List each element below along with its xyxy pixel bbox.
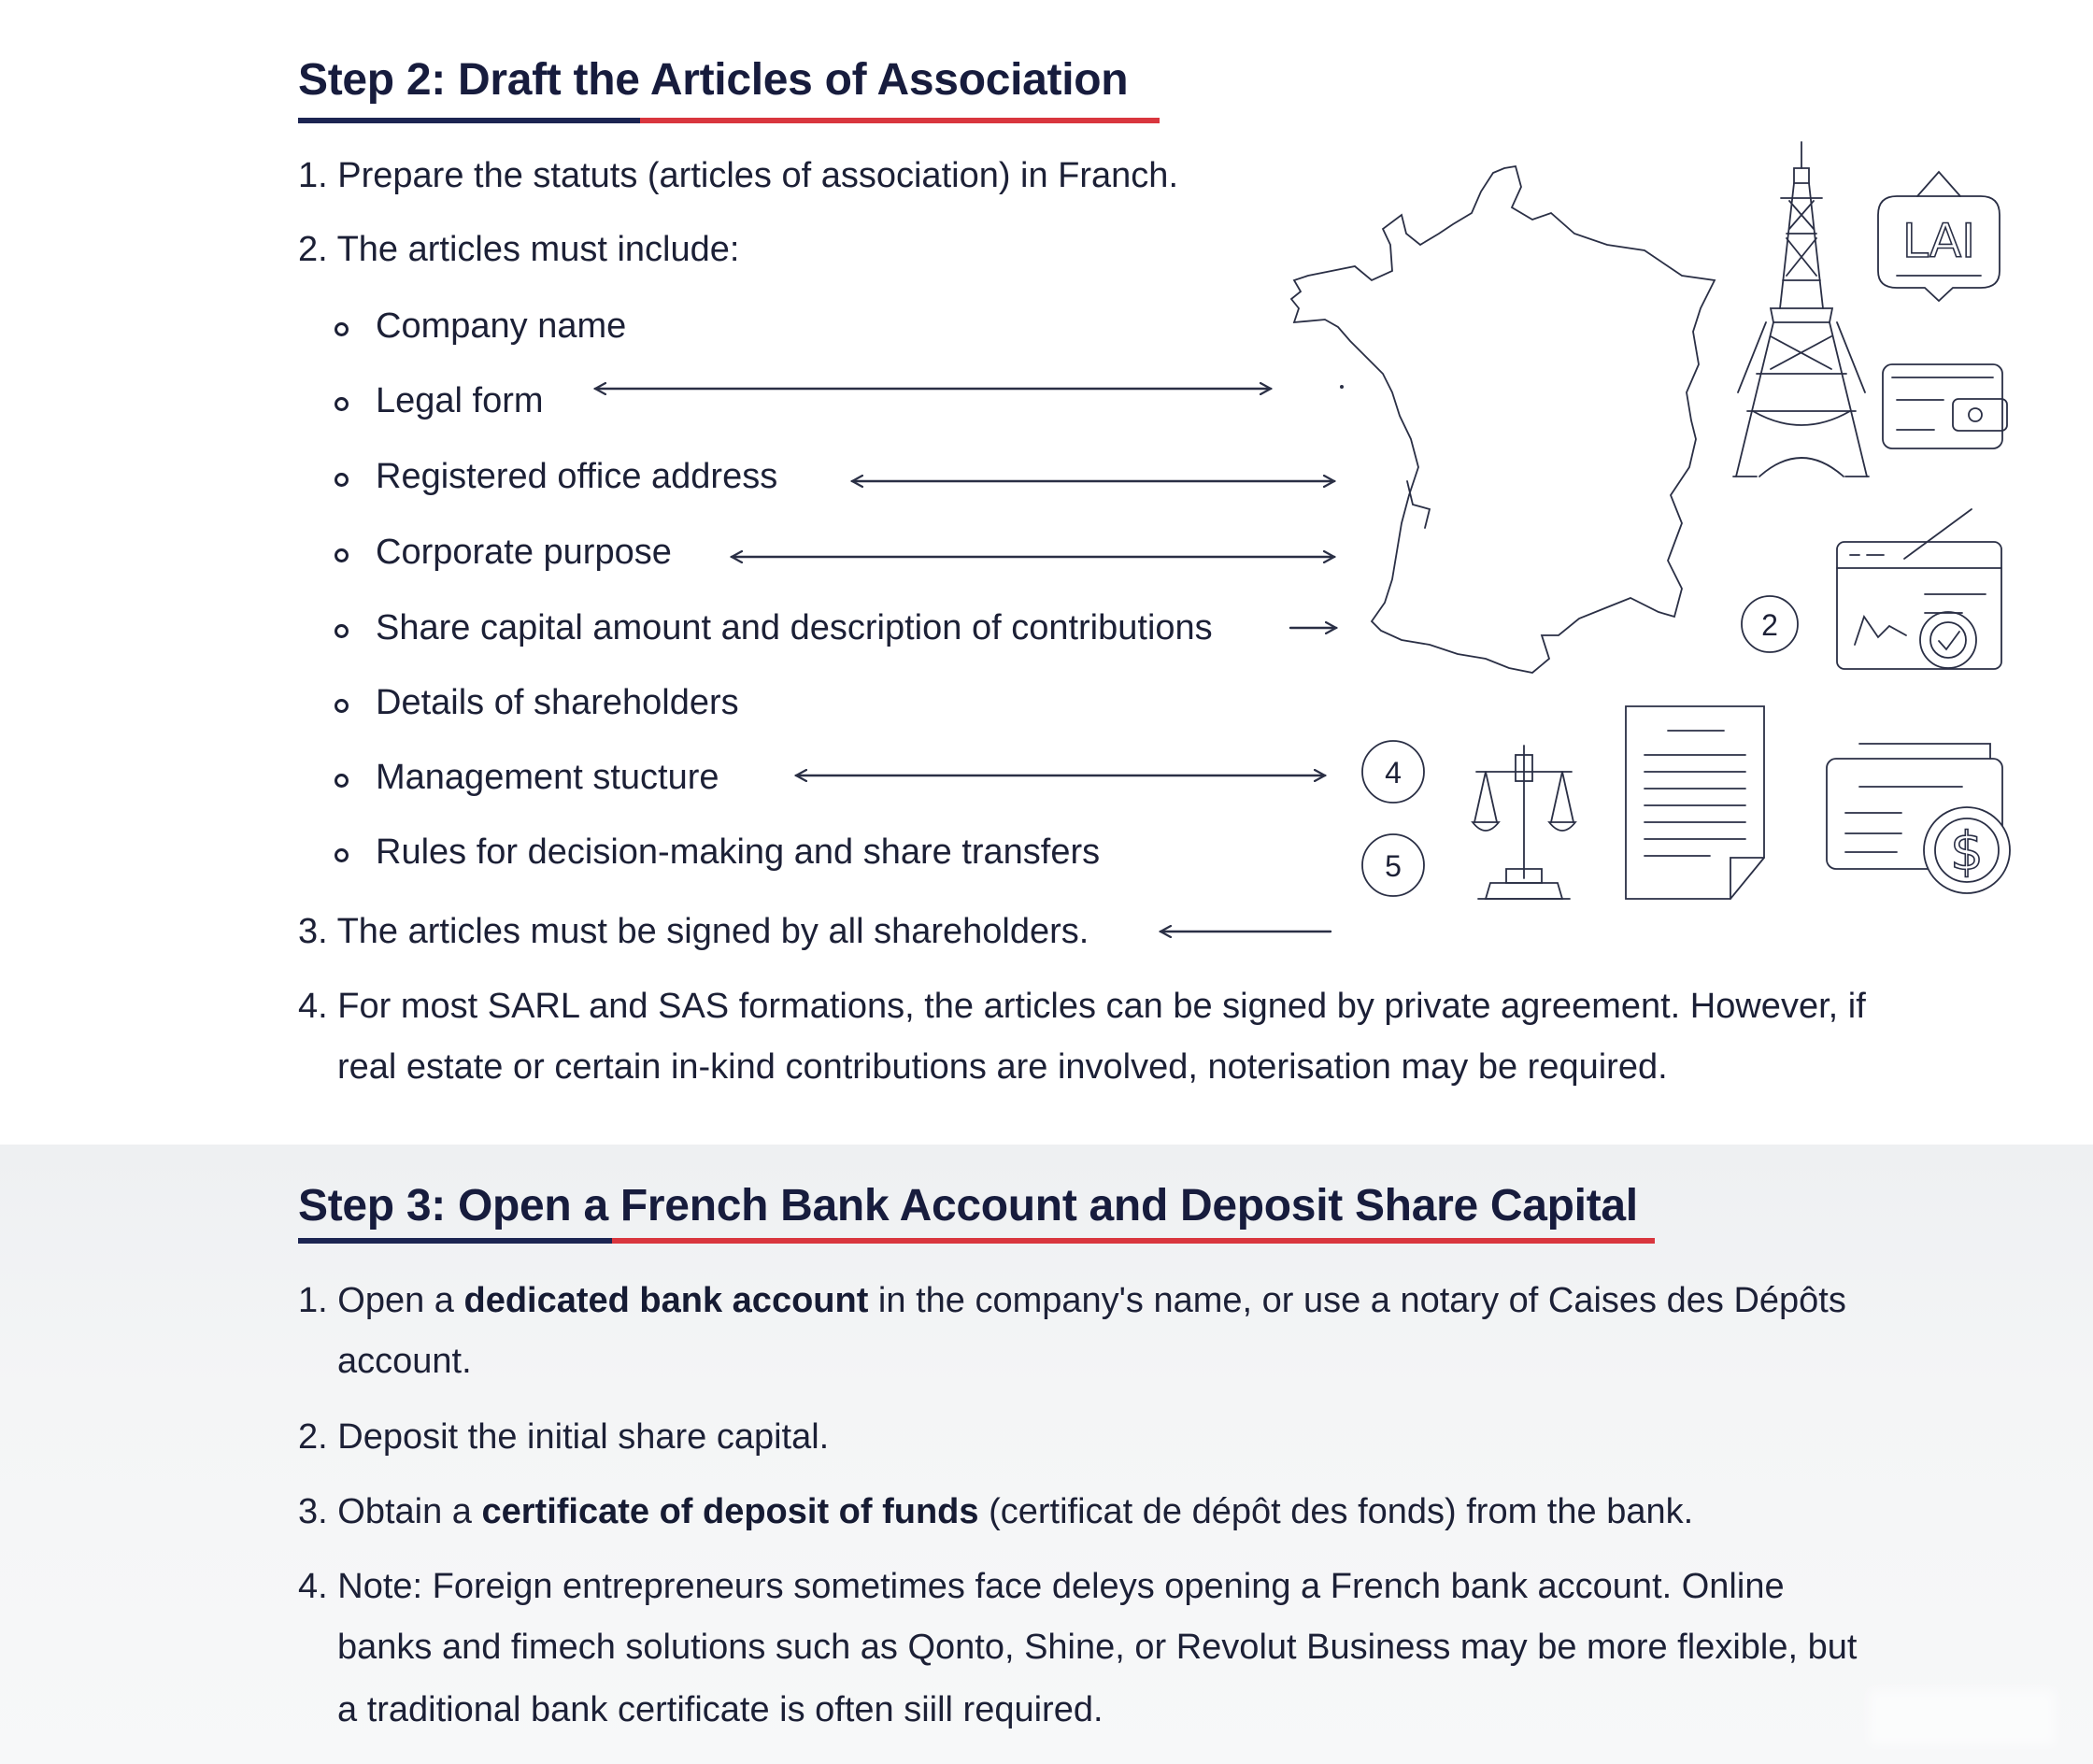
bullet-item: Rules for decision-making and share transfers [376,832,1101,872]
france-map-icon [1291,166,1715,673]
bullet-item: Company name [376,306,627,346]
bullet-item: Management stucture [376,758,719,797]
badge-2 [1742,596,1798,652]
step2-item-2: 2. The articles must include: [298,230,740,269]
svg-text:4: 4 [1385,756,1402,790]
bullet-item: Details of shareholders [376,683,739,722]
svg-text:2: 2 [1761,608,1778,642]
step2-item-1: 1. Prepare the statuts (articles of association) in Franch. [298,156,1179,195]
badge-5 [1362,834,1424,896]
step2-heading: Step 2: Draft the Articles of Association [298,55,1129,105]
svg-text:5: 5 [1385,849,1402,883]
bullet-item: Registered office address [376,457,778,496]
bullet-item: Legal form [376,381,544,420]
step3-section [0,1145,2093,1764]
step3-item-4: 4. Note: Foreign entrepreneurs sometimes face deleys opening a French bank account. Online [298,1567,1785,1606]
eiffel-tower-icon [1733,142,1869,477]
badge-4 [1362,741,1424,803]
browser-check-icon [1837,509,2001,669]
step3-item-4-continued-2: a traditional bank certificate is often siill required. [337,1690,1103,1729]
step3-item-1-continued: account. [337,1342,472,1381]
bullet-item: Share capital amount and description of contributions [376,608,1213,647]
step3-item-3: 3. Obtain a certificate of deposit of funds (certificat de dépôt des fonds) from the bank. [298,1492,1694,1531]
svg-text:LAI: LAI [1902,214,1975,268]
step3-item-2: 2. Deposit the initial share capital. [298,1417,830,1457]
step2-item-4-continued: real estate or certain in-kind contributions are involved, noterisation may be required. [337,1047,1668,1087]
svg-text:$: $ [1950,821,1984,882]
step3-heading: Step 3: Open a French Bank Account and Deposit Share Capital [298,1181,1638,1231]
speech-bubble-icon [1878,172,2000,301]
step2-item-4: 4. For most SARL and SAS formations, the articles can be signed by private agreement. However, if [298,987,1866,1026]
watermark-blur [1869,1689,2056,1745]
step2-item-3: 3. The articles must be signed by all shareholders. [298,912,1089,951]
payment-card-dollar-icon [1827,744,2010,893]
step3-heading-underline [298,1238,1655,1244]
document-icon [1626,706,1764,899]
step3-item-1: 1. Open a dedicated bank account in the company's name, or use a notary of Caises des Dépôts [298,1281,1846,1320]
wallet-icon [1883,364,2007,448]
bullet-item: Corporate purpose [376,533,672,572]
scales-of-justice-icon [1473,746,1575,899]
step3-item-4-continued-1: banks and fimech solutions such as Qonto, Shine, or Revolut Business may be more flexible, but [337,1628,1858,1667]
